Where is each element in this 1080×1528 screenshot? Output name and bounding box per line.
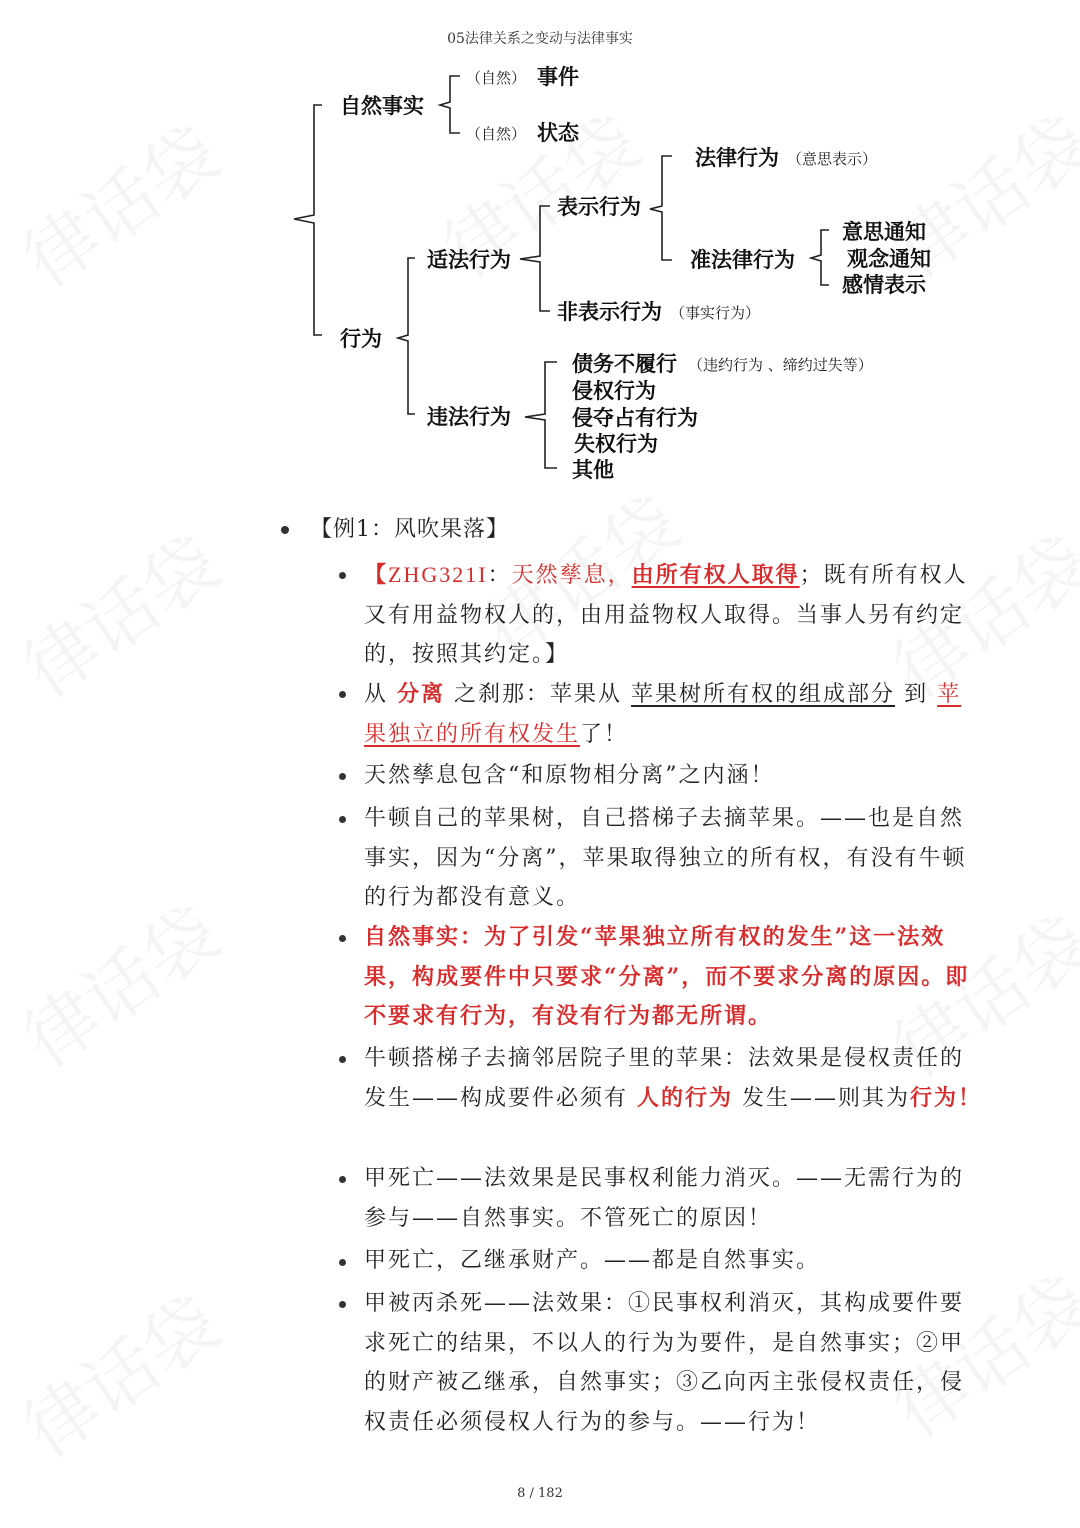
separation-term: 分离 xyxy=(397,681,446,707)
text: 牛顿搭梯子去摘邻居院子里的苹果：法效果是侵权责任的发生——构成要件必须有 xyxy=(364,1046,965,1111)
owner-acquires-phrase: 由所有权人取得 xyxy=(631,562,800,588)
bullet xyxy=(339,773,346,780)
list-item xyxy=(364,675,984,754)
text: 发生——则其为 xyxy=(742,1085,911,1111)
colon: ： xyxy=(487,563,512,588)
watermark xyxy=(0,1267,236,1476)
legal-fact-tree-diagram xyxy=(0,0,1080,500)
article-rest: ；既有所有权人又有用益物权人的，由用益物权人取得。当事人另有约定的，按照其约定。】 xyxy=(364,563,968,667)
node-intent-notice: 意思通知 xyxy=(842,220,926,244)
node-event: 事件 xyxy=(537,65,579,89)
list-item: 天然孳息包含“和原物相分离”之内涵！ xyxy=(364,763,775,788)
text: 了！ xyxy=(580,721,629,747)
node-other: 其他 xyxy=(572,458,614,482)
component-phrase: 苹果树所有权的组成部分 xyxy=(631,682,896,707)
node-unlawful-act: 违法行为 xyxy=(427,405,511,429)
list-item: 牛顿自己的苹果树，自己搭梯子去摘苹果。——也是自然事实，因为“分离”，苹果取得独立的所有权，有没有牛顿的行为都没有意义。 xyxy=(364,806,967,910)
list-item xyxy=(364,555,984,675)
node-quasi-legal-act: 准法律行为 xyxy=(690,248,795,272)
watermark xyxy=(0,877,236,1086)
node-legal-act: 法律行为 xyxy=(695,146,779,170)
node-emotion-expression: 感情表示 xyxy=(842,273,926,297)
act-term: 行为！ xyxy=(910,1084,983,1111)
text: 之刹那：苹果从 xyxy=(454,682,623,707)
node-debt-nonperformance-note: （违约行为 、缔约过失等） xyxy=(688,356,873,374)
list-item: 甲死亡——法效果是民事权利能力消灭。——无需行为的参与——自然事实。不管死亡的原因！ xyxy=(364,1166,965,1231)
node-authority-loss: 失权行为 xyxy=(574,432,658,456)
node-event-prefix: （自然） xyxy=(466,69,527,87)
example-title: 【例1：风吹果落】 xyxy=(310,517,509,542)
page-number: 8 / 182 xyxy=(517,1486,563,1501)
bullet xyxy=(339,1176,346,1183)
list-item: 自然事实：为了引发“苹果独立所有权的发生”这一法效果，构成要件中只要求“分离”，而不要求分离的原因。即不要求有行为，有没有行为都无所谓。 xyxy=(364,924,970,1029)
bullet xyxy=(339,935,346,942)
node-non-expressive-note: （事实行为） xyxy=(670,304,761,322)
bullet xyxy=(339,691,346,698)
text: 到 xyxy=(904,682,929,707)
watermark xyxy=(0,507,236,716)
node-state: 状态 xyxy=(537,121,579,145)
node-debt-nonperformance: 债务不履行 xyxy=(572,352,677,376)
list-item: 甲被丙杀死——法效果：①民事权利消灭，其构成要件要求死亡的结果，不以人的行为为要件，是自然事实；②甲的财产被乙继承，自然事实；③乙向丙主张侵权责任，侵权责任必须侵权人行为的参与。——行为！ xyxy=(364,1291,965,1435)
page-header: 05法律关系之变动与法律事实 xyxy=(447,31,633,47)
bullet xyxy=(339,1056,346,1063)
list-item: 甲死亡，乙继承财产。——都是自然事实。 xyxy=(364,1248,821,1273)
bullet xyxy=(281,526,289,534)
bullet xyxy=(339,572,346,579)
natural-fruit-term: 天然孳息， xyxy=(511,563,632,588)
node-tort: 侵权行为 xyxy=(572,379,656,403)
article-code: ZHG321I xyxy=(388,562,488,587)
node-possession-infringement: 侵夺占有行为 xyxy=(572,406,698,430)
independent-ownership-phrase: 苹果独立的所有权发生 xyxy=(364,682,962,747)
node-act: 行为 xyxy=(340,327,382,351)
node-non-expressive-act: 非表示行为 xyxy=(557,300,662,324)
node-concept-notice: 观念通知 xyxy=(847,247,931,271)
bullet xyxy=(339,816,346,823)
list-item xyxy=(364,1039,984,1118)
bullet xyxy=(339,1301,346,1308)
node-state-prefix: （自然） xyxy=(466,125,527,143)
node-lawful-act: 适法行为 xyxy=(427,248,511,272)
node-natural-fact: 自然事实 xyxy=(340,94,424,118)
node-expressive-act: 表示行为 xyxy=(557,195,641,219)
bullet xyxy=(339,1259,346,1266)
node-legal-act-note: （意思表示） xyxy=(787,150,878,168)
bracket-open: 【 xyxy=(364,562,389,588)
text: 从 xyxy=(364,682,389,707)
human-act-term: 人的行为 xyxy=(637,1084,734,1111)
